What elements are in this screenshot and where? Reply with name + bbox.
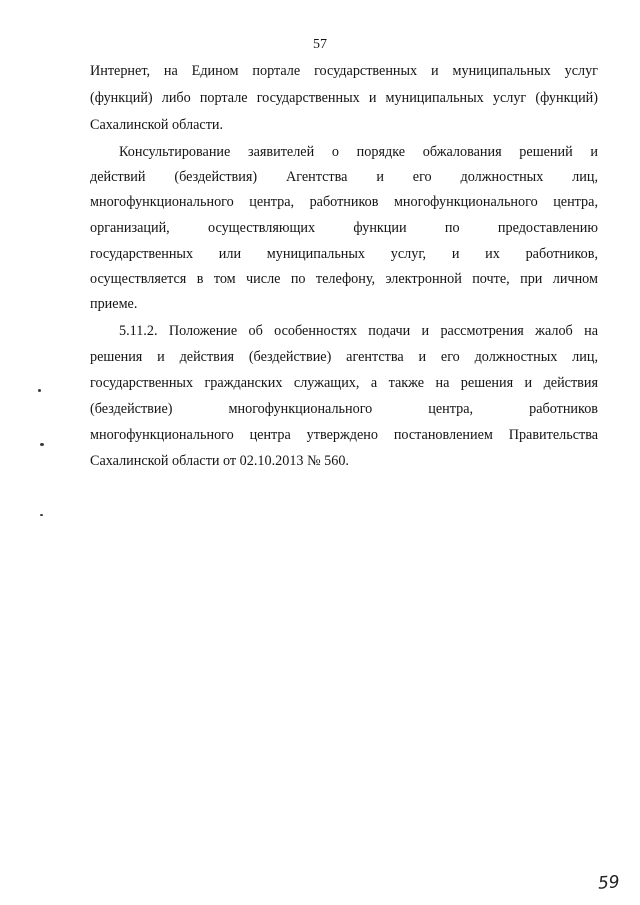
scan-speck — [40, 514, 43, 516]
paragraph-line: государственных или муниципальных услуг, и их работников, — [90, 246, 598, 262]
paragraph-line: Сахалинской области от 02.10.2013 № 560. — [90, 453, 349, 469]
paragraph-line: (функций) либо портале государственных и муниципальных услуг (функций) — [90, 90, 598, 106]
paragraph-line: решения и действия (бездействие) агентства и его должностных лиц, — [90, 349, 598, 365]
paragraph-line: действий (бездействия) Агентства и его должностных лиц, — [90, 169, 598, 185]
page-number: 57 — [313, 37, 327, 52]
paragraph-line: приеме. — [90, 296, 138, 312]
paragraph-line: государственных гражданских служащих, а также на решения и действия — [90, 375, 598, 391]
paragraph-line: осуществляется в том числе по телефону, электронной почте, при личном — [90, 271, 598, 287]
scan-speck — [40, 443, 44, 446]
scan-speck — [38, 389, 41, 392]
paragraph-line: Сахалинской области. — [90, 117, 224, 133]
paragraph-line: многофункционального центра утверждено постановлением Правительства — [90, 427, 598, 443]
paragraph-line: Интернет, на Едином портале государственных и муниципальных услуг — [90, 63, 598, 79]
paragraph-line: Консультирование заявителей о порядке обжалования решений и — [119, 144, 598, 160]
handwritten-page-number: 59 — [597, 872, 621, 894]
paragraph-line: (бездействие) многофункционального центра, работников — [90, 401, 598, 417]
paragraph-line: 5.11.2. Положение об особенностях подачи и рассмотрения жалоб на — [119, 323, 598, 339]
paragraph-line: организаций, осуществляющих функции по предоставлению — [90, 220, 598, 236]
paragraph-line: многофункционального центра, работников многофункционального центра, — [90, 194, 598, 210]
